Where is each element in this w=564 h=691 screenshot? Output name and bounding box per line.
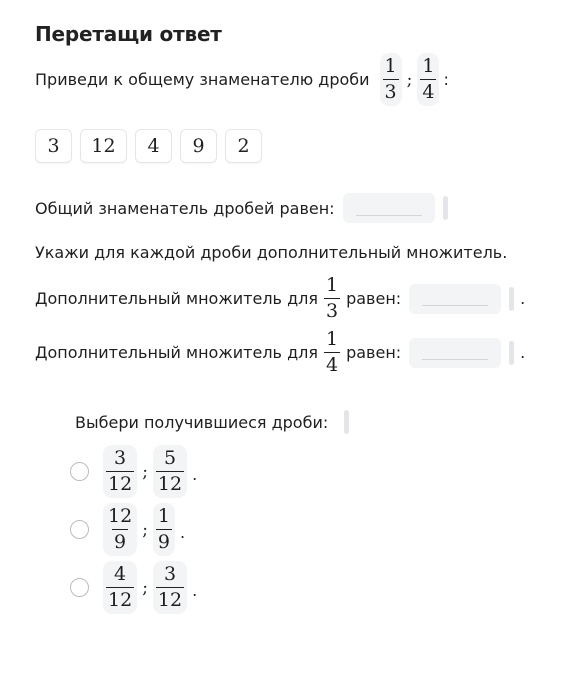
multiplier-1-drop-zone[interactable] bbox=[409, 284, 501, 314]
fraction-separator: ; bbox=[142, 461, 148, 482]
drop-zone-underline bbox=[422, 359, 488, 360]
multiplier-prefix: Дополнительный множитель для bbox=[35, 289, 318, 308]
instruction-end: : bbox=[443, 70, 449, 89]
option-end: . bbox=[192, 465, 198, 484]
instruction-row bbox=[35, 53, 449, 106]
drop-zone-handle bbox=[509, 287, 514, 311]
option-fraction-b bbox=[153, 445, 187, 498]
option-fraction-b bbox=[153, 561, 187, 614]
answer-tile[interactable]: 3 bbox=[35, 129, 72, 163]
fraction-denominator: 4 bbox=[422, 81, 435, 103]
fraction-denominator: 9 bbox=[114, 531, 127, 553]
fraction-one-fourth bbox=[417, 53, 439, 106]
choose-label: Выбери получившиеся дроби: bbox=[75, 412, 329, 432]
drop-zone-underline bbox=[356, 215, 422, 216]
fraction-numerator: 1 bbox=[325, 328, 339, 350]
multiplier-suffix: равен: bbox=[346, 289, 402, 308]
fraction-numerator: 3 bbox=[114, 447, 127, 469]
fraction-numerator: 1 bbox=[422, 55, 435, 77]
common-denominator-label: Общий знаменатель дробей равен: bbox=[35, 198, 335, 218]
fraction-one-third bbox=[380, 53, 402, 106]
fraction-one-third bbox=[324, 276, 340, 321]
answer-tile[interactable]: 2 bbox=[225, 129, 262, 163]
option-3[interactable] bbox=[70, 561, 197, 614]
multiplier-2-drop-zone[interactable] bbox=[409, 338, 501, 368]
multiplier-prefix: Дополнительный множитель для bbox=[35, 343, 318, 362]
multiplier-instruction: Укажи для каждой дроби дополнительный множитель. bbox=[35, 243, 508, 262]
fraction-denominator: 3 bbox=[384, 81, 397, 103]
drop-zone-handle bbox=[443, 196, 448, 220]
fraction-numerator: 1 bbox=[384, 55, 397, 77]
drop-zone-handle bbox=[509, 341, 514, 365]
fraction-separator: ; bbox=[406, 69, 413, 90]
multiplier-suffix: равен: bbox=[346, 343, 402, 362]
answer-tile[interactable]: 4 bbox=[135, 129, 172, 163]
answer-tiles bbox=[35, 129, 262, 163]
fraction-denominator: 12 bbox=[157, 473, 183, 495]
fraction-separator: ; bbox=[142, 519, 148, 540]
multiplier-row-2 bbox=[35, 330, 525, 375]
fraction-numerator: 1 bbox=[157, 505, 171, 527]
option-fraction-b bbox=[153, 503, 175, 556]
fraction-separator: ; bbox=[142, 577, 148, 598]
common-denominator-drop-zone[interactable] bbox=[343, 193, 435, 223]
fraction-numerator: 12 bbox=[108, 505, 133, 527]
fraction-one-fourth bbox=[324, 330, 340, 375]
fraction-numerator: 1 bbox=[325, 274, 339, 296]
multiplier-end: . bbox=[520, 289, 526, 308]
option-end: . bbox=[192, 581, 198, 600]
option-fraction-a bbox=[103, 445, 137, 498]
fraction-denominator: 9 bbox=[157, 531, 171, 553]
common-denominator-row bbox=[35, 193, 448, 223]
option-2[interactable] bbox=[70, 503, 185, 556]
choose-handle bbox=[344, 410, 349, 434]
answer-tile[interactable]: 9 bbox=[180, 129, 217, 163]
fraction-denominator: 12 bbox=[108, 589, 133, 611]
option-fraction-a bbox=[103, 503, 137, 556]
answer-tile[interactable]: 12 bbox=[80, 129, 127, 163]
fraction-numerator: 3 bbox=[163, 563, 177, 585]
page-title: Перетащи ответ bbox=[35, 22, 222, 46]
fraction-numerator: 5 bbox=[163, 447, 177, 469]
radio-button[interactable] bbox=[70, 462, 89, 481]
option-fraction-a bbox=[103, 561, 137, 614]
multiplier-row-1 bbox=[35, 276, 525, 321]
drop-zone-underline bbox=[422, 305, 488, 306]
fraction-denominator: 12 bbox=[157, 589, 183, 611]
multiplier-end: . bbox=[520, 343, 526, 362]
instruction-text: Приведи к общему знаменателю дроби bbox=[35, 70, 370, 89]
fraction-denominator: 3 bbox=[325, 300, 339, 322]
fraction-numerator: 4 bbox=[114, 563, 127, 585]
radio-button[interactable] bbox=[70, 578, 89, 597]
fraction-denominator: 4 bbox=[325, 354, 339, 376]
option-1[interactable] bbox=[70, 445, 197, 498]
option-end: . bbox=[180, 523, 186, 542]
choose-row bbox=[75, 410, 349, 434]
fraction-denominator: 12 bbox=[108, 473, 133, 495]
radio-button[interactable] bbox=[70, 520, 89, 539]
